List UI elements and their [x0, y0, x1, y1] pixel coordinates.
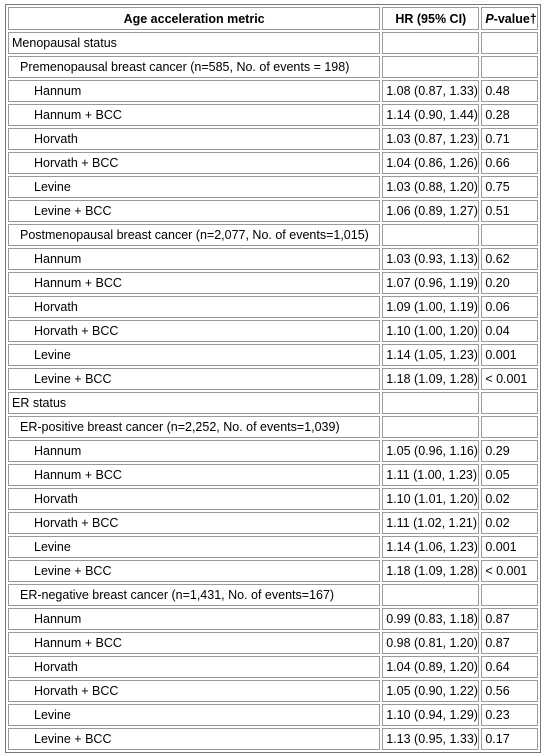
hr-cell: [382, 32, 479, 54]
metric-cell: Levine + BCC: [8, 560, 380, 582]
pvalue-cell: 0.75: [481, 176, 538, 198]
pvalue-cell: 0.56: [481, 680, 538, 702]
pvalue-cell: 0.001: [481, 536, 538, 558]
hr-cell: 1.10 (1.00, 1.20): [382, 320, 479, 342]
table-row: [8, 728, 538, 750]
table-row: [8, 440, 538, 462]
table-row: [8, 656, 538, 678]
metric-cell: Levine + BCC: [8, 368, 380, 390]
metric-cell: Horvath + BCC: [8, 680, 380, 702]
group-header-row: [8, 392, 538, 414]
hr-cell: 1.03 (0.88, 1.20): [382, 176, 479, 198]
hr-cell: 1.14 (1.06, 1.23): [382, 536, 479, 558]
hr-cell: 1.14 (0.90, 1.44): [382, 104, 479, 126]
hr-cell: 1.03 (0.93, 1.13): [382, 248, 479, 270]
table-row: [8, 104, 538, 126]
hr-cell: 1.05 (0.90, 1.22): [382, 680, 479, 702]
header-pvalue: [481, 7, 538, 30]
table-row: [8, 80, 538, 102]
hr-cell: 0.99 (0.83, 1.18): [382, 608, 479, 630]
hr-cell: 1.18 (1.09, 1.28): [382, 560, 479, 582]
metric-cell: Menopausal status: [8, 32, 380, 54]
subgroup-header-row: [8, 584, 538, 606]
metric-cell: ER-negative breast cancer (n=1,431, No. of events=167): [8, 584, 380, 606]
metric-cell: Levine: [8, 704, 380, 726]
pvalue-cell: 0.62: [481, 248, 538, 270]
group-header-row: [8, 32, 538, 54]
hr-cell: 1.18 (1.09, 1.28): [382, 368, 479, 390]
metric-cell: Horvath: [8, 128, 380, 150]
metric-cell: Levine + BCC: [8, 200, 380, 222]
subgroup-header-row: [8, 224, 538, 246]
metric-cell: Horvath: [8, 296, 380, 318]
pvalue-cell: 0.02: [481, 488, 538, 510]
pvalue-cell: 0.71: [481, 128, 538, 150]
pvalue-cell: 0.02: [481, 512, 538, 534]
table-row: [8, 128, 538, 150]
pvalue-cell: 0.87: [481, 608, 538, 630]
metric-cell: ER status: [8, 392, 380, 414]
pvalue-cell: 0.23: [481, 704, 538, 726]
metric-cell: Hannum: [8, 440, 380, 462]
metric-cell: Horvath + BCC: [8, 152, 380, 174]
hr-cell: 1.04 (0.89, 1.20): [382, 656, 479, 678]
table-row: [8, 320, 538, 342]
hr-cell: [382, 392, 479, 414]
metric-cell: Horvath: [8, 656, 380, 678]
pvalue-cell: 0.66: [481, 152, 538, 174]
hr-cell: [382, 56, 479, 78]
subgroup-header-row: [8, 56, 538, 78]
pvalue-cell: 0.04: [481, 320, 538, 342]
table-row: [8, 632, 538, 654]
pvalue-cell: [481, 392, 538, 414]
table-row: [8, 176, 538, 198]
pvalue-cell: < 0.001: [481, 368, 538, 390]
pvalue-cell: [481, 416, 538, 438]
metric-cell: Hannum: [8, 608, 380, 630]
subgroup-header-row: [8, 416, 538, 438]
hr-cell: 0.98 (0.81, 1.20): [382, 632, 479, 654]
table-row: [8, 272, 538, 294]
table-row: [8, 152, 538, 174]
table-body: [8, 32, 538, 750]
table-row: [8, 536, 538, 558]
metric-cell: Levine: [8, 176, 380, 198]
metric-cell: Levine: [8, 536, 380, 558]
table-row: [8, 296, 538, 318]
hr-cell: 1.10 (0.94, 1.29): [382, 704, 479, 726]
pvalue-cell: 0.64: [481, 656, 538, 678]
hr-cell: 1.08 (0.87, 1.33): [382, 80, 479, 102]
hr-cell: 1.13 (0.95, 1.33): [382, 728, 479, 750]
pvalue-cell: 0.17: [481, 728, 538, 750]
header-hr: HR (95% CI): [382, 7, 479, 30]
table-row: [8, 344, 538, 366]
table-row: [8, 704, 538, 726]
pvalue-cell: 0.001: [481, 344, 538, 366]
table-row: [8, 464, 538, 486]
hr-cell: 1.09 (1.00, 1.19): [382, 296, 479, 318]
hr-cell: 1.06 (0.89, 1.27): [382, 200, 479, 222]
metric-cell: Levine: [8, 344, 380, 366]
hr-cell: [382, 416, 479, 438]
metric-cell: Hannum: [8, 80, 380, 102]
header-metric: Age acceleration metric: [8, 7, 380, 30]
metric-cell: Horvath + BCC: [8, 320, 380, 342]
metric-cell: Hannum + BCC: [8, 272, 380, 294]
metric-cell: Horvath + BCC: [8, 512, 380, 534]
hr-cell: 1.07 (0.96, 1.19): [382, 272, 479, 294]
pvalue-cell: 0.87: [481, 632, 538, 654]
pvalue-cell: [481, 32, 538, 54]
table-row: [8, 680, 538, 702]
pvalue-cell: [481, 56, 538, 78]
table-row: [8, 368, 538, 390]
pvalue-cell: 0.20: [481, 272, 538, 294]
table-row: [8, 248, 538, 270]
metric-cell: Hannum + BCC: [8, 464, 380, 486]
header-pvalue-italic: P: [485, 11, 494, 26]
metric-cell: Premenopausal breast cancer (n=585, No. of events = 198): [8, 56, 380, 78]
pvalue-cell: 0.29: [481, 440, 538, 462]
pvalue-cell: 0.05: [481, 464, 538, 486]
table-row: [8, 200, 538, 222]
pvalue-cell: [481, 584, 538, 606]
pvalue-cell: 0.51: [481, 200, 538, 222]
hr-cell: 1.05 (0.96, 1.16): [382, 440, 479, 462]
hr-cell: [382, 224, 479, 246]
metric-cell: Hannum: [8, 248, 380, 270]
metric-cell: Postmenopausal breast cancer (n=2,077, No. of events=1,015): [8, 224, 380, 246]
hr-cell: 1.11 (1.00, 1.23): [382, 464, 479, 486]
metric-cell: Hannum + BCC: [8, 104, 380, 126]
hr-cell: 1.03 (0.87, 1.23): [382, 128, 479, 150]
metric-cell: Hannum + BCC: [8, 632, 380, 654]
table-row: [8, 488, 538, 510]
results-table: [5, 4, 541, 753]
pvalue-cell: 0.48: [481, 80, 538, 102]
pvalue-cell: [481, 224, 538, 246]
hr-cell: 1.11 (1.02, 1.21): [382, 512, 479, 534]
hr-cell: [382, 584, 479, 606]
metric-cell: Horvath: [8, 488, 380, 510]
table-row: [8, 560, 538, 582]
table-row: [8, 608, 538, 630]
table-row: [8, 512, 538, 534]
header-pvalue-rest: -value†: [493, 11, 537, 26]
pvalue-cell: < 0.001: [481, 560, 538, 582]
metric-cell: Levine + BCC: [8, 728, 380, 750]
hr-cell: 1.10 (1.01, 1.20): [382, 488, 479, 510]
pvalue-cell: 0.06: [481, 296, 538, 318]
hr-cell: 1.14 (1.05, 1.23): [382, 344, 479, 366]
header-row: [8, 7, 538, 30]
metric-cell: ER-positive breast cancer (n=2,252, No. of events=1,039): [8, 416, 380, 438]
hr-cell: 1.04 (0.86, 1.26): [382, 152, 479, 174]
pvalue-cell: 0.28: [481, 104, 538, 126]
